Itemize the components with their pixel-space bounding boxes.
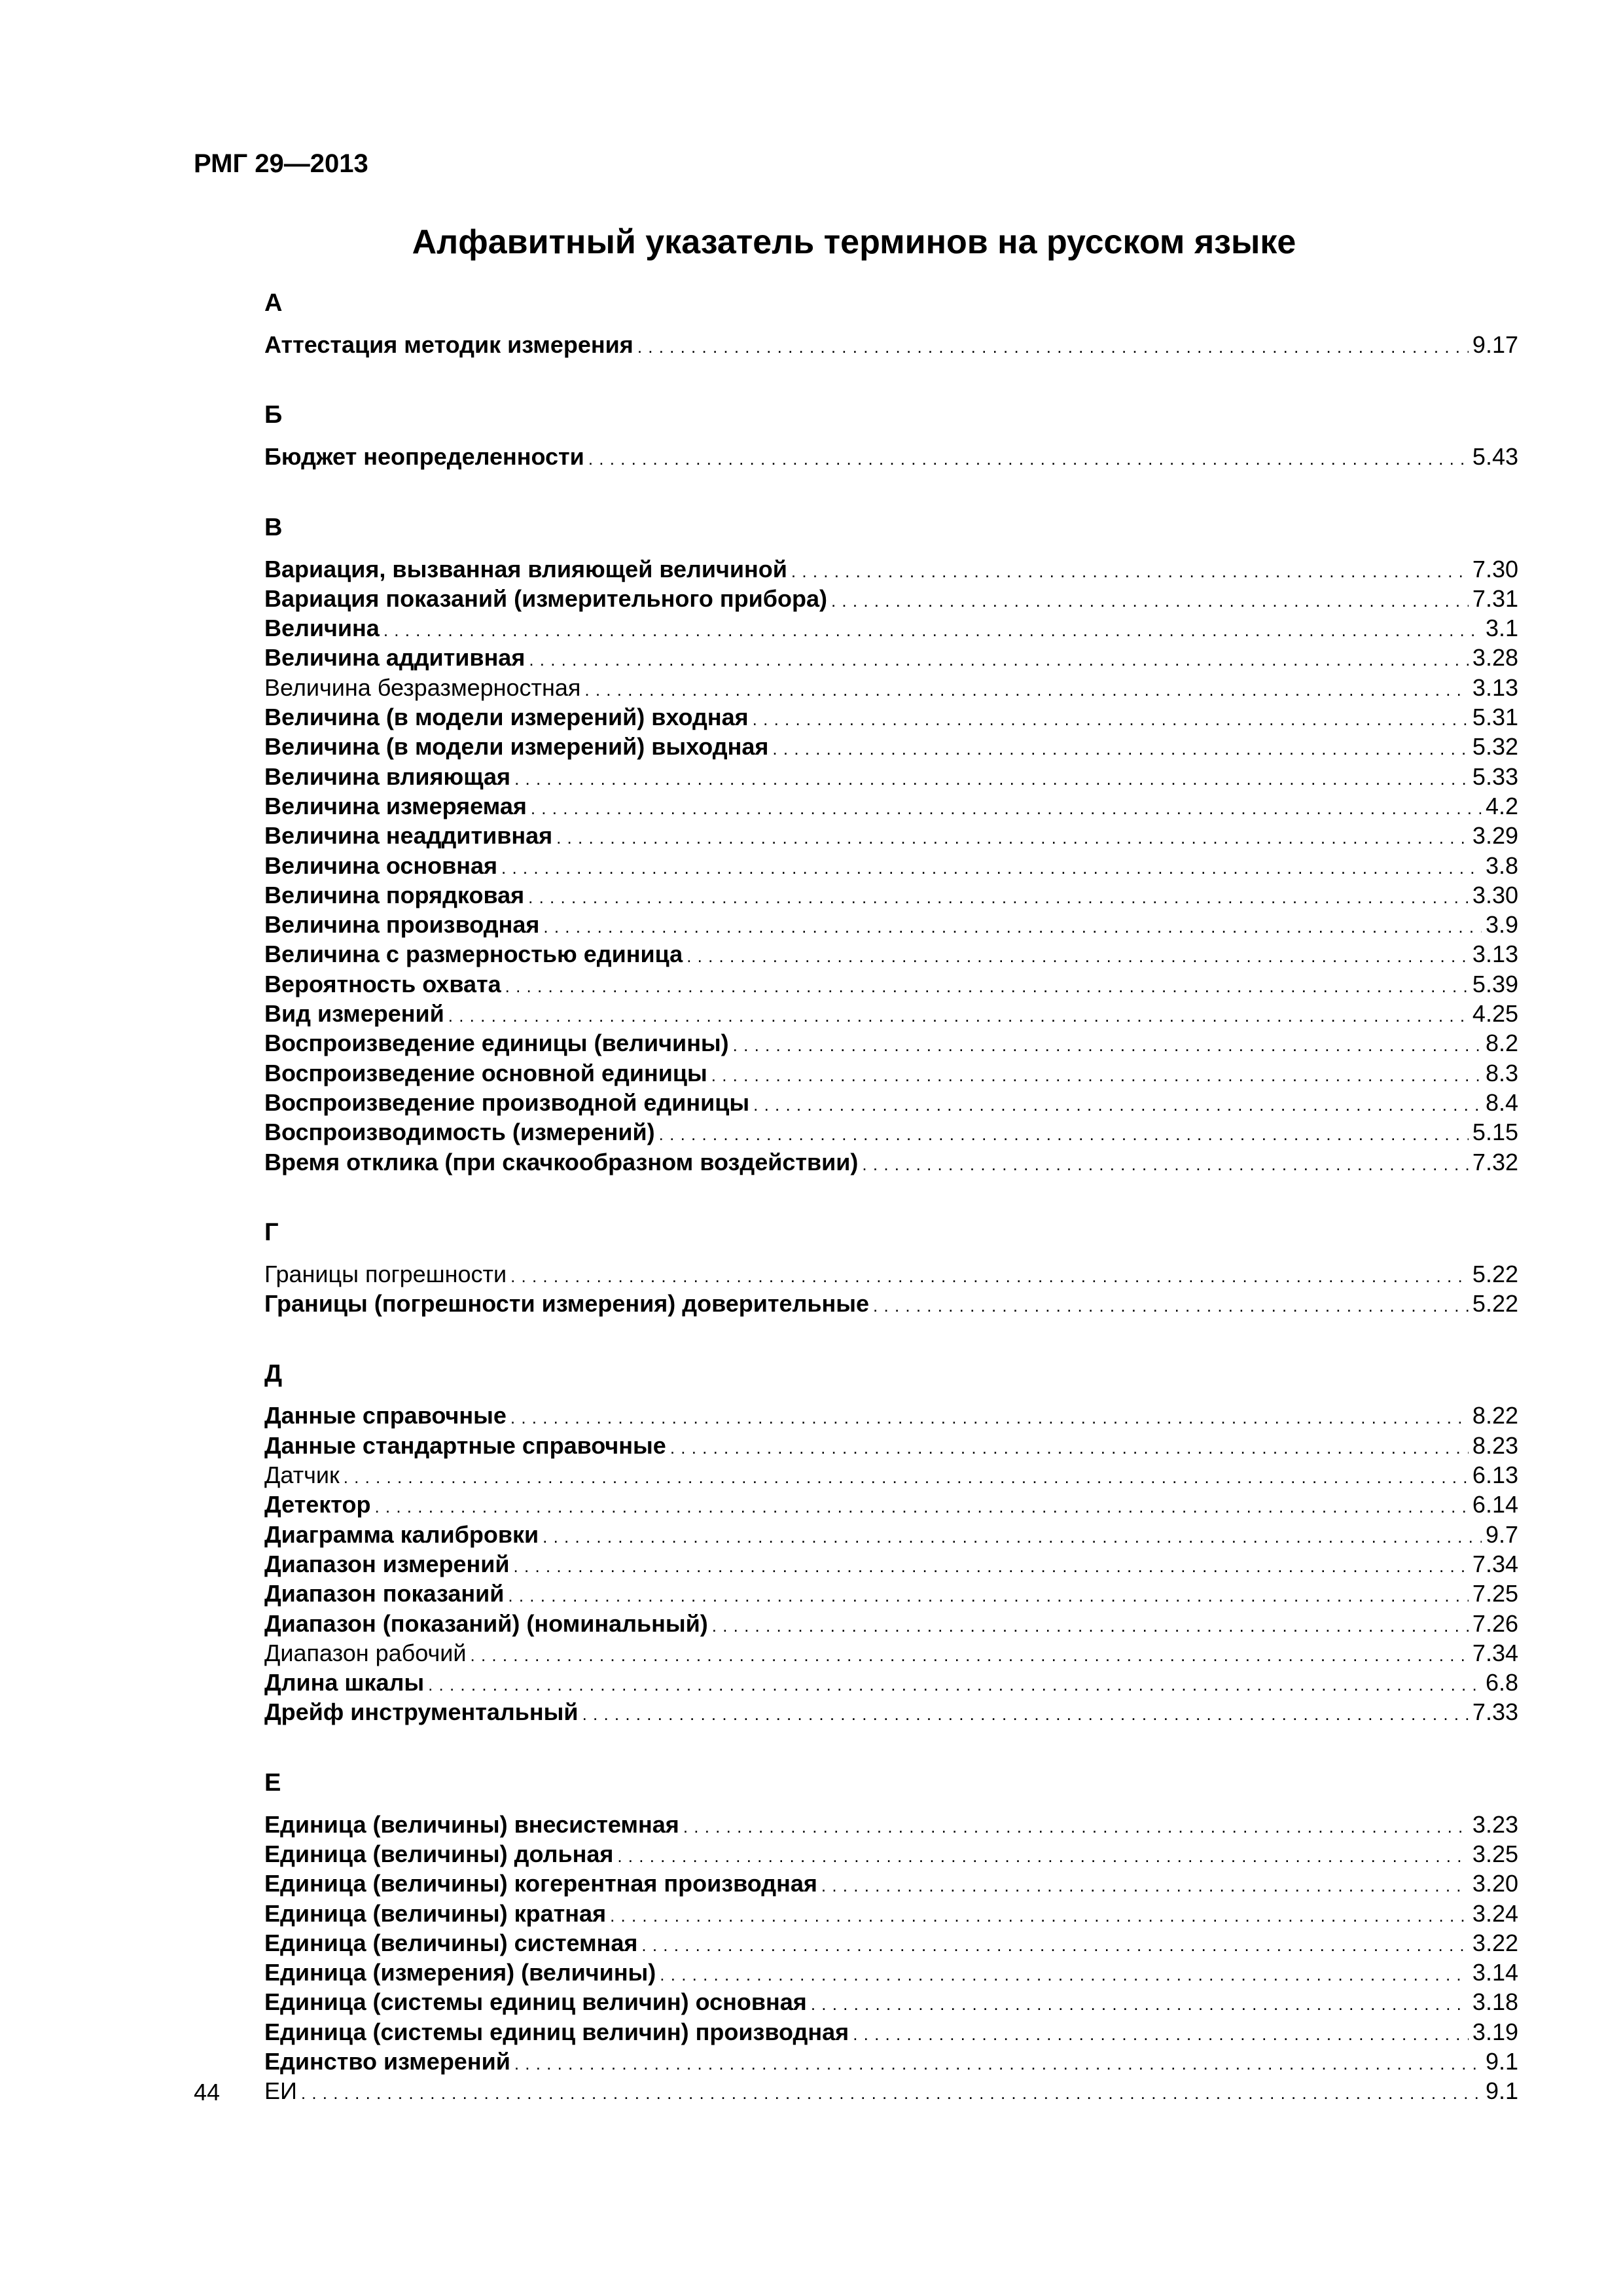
entry-reference: 6.13 bbox=[1472, 1462, 1518, 1489]
entry-term: Диаграмма калибровки bbox=[264, 1520, 539, 1548]
entry-reference: 4.25 bbox=[1472, 1000, 1518, 1028]
index-entry bbox=[264, 939, 1518, 969]
entry-term: Детектор bbox=[264, 1491, 371, 1518]
index-entry bbox=[264, 910, 1518, 939]
index-entry bbox=[264, 702, 1518, 732]
entry-reference: 3.22 bbox=[1472, 1929, 1518, 1956]
dot-leader bbox=[617, 1842, 1469, 1871]
dot-leader bbox=[383, 616, 1482, 645]
entry-term: Диапазон (показаний) (номинальный) bbox=[264, 1609, 708, 1637]
entry-term: Единица (измерения) (величины) bbox=[264, 1959, 656, 1986]
dot-leader bbox=[733, 1031, 1482, 1060]
entry-term: Диапазон показаний bbox=[264, 1580, 505, 1607]
index-entry bbox=[264, 1697, 1518, 1727]
dot-leader bbox=[584, 675, 1469, 705]
index-entry bbox=[264, 969, 1518, 999]
entry-reference: 5.32 bbox=[1472, 733, 1518, 761]
index-entry bbox=[264, 1869, 1518, 1898]
dot-leader bbox=[811, 1990, 1469, 2019]
entry-term: Единица (величины) системная bbox=[264, 1929, 638, 1956]
entry-reference: 7.31 bbox=[1472, 584, 1518, 612]
entry-term: Величина основная bbox=[264, 852, 497, 879]
entry-term: Границы (погрешности измерения) доверительные bbox=[264, 1290, 870, 1318]
dot-leader bbox=[821, 1871, 1469, 1901]
section-entries bbox=[264, 1810, 1518, 2106]
entry-term: Воспроизводимость (измерений) bbox=[264, 1119, 655, 1146]
index-entry bbox=[264, 1088, 1518, 1117]
entry-reference: 5.33 bbox=[1472, 762, 1518, 790]
entry-term: Величина bbox=[264, 615, 380, 642]
entry-term: Единица (величины) внесистемная bbox=[264, 1810, 679, 1838]
entry-term: Величина порядковая bbox=[264, 881, 525, 908]
page-title: Алфавитный указатель терминов на русском языке bbox=[412, 223, 1296, 261]
dot-leader bbox=[543, 912, 1482, 942]
page-number: 44 bbox=[194, 2079, 221, 2106]
entry-reference: 9.17 bbox=[1472, 331, 1518, 358]
entry-reference: 3.30 bbox=[1472, 881, 1518, 908]
entry-reference: 7.25 bbox=[1472, 1580, 1518, 1607]
dot-leader bbox=[659, 1120, 1469, 1149]
entry-term: Воспроизведение основной единицы bbox=[264, 1059, 707, 1086]
entry-reference: 3.23 bbox=[1472, 1810, 1518, 1838]
index-entry bbox=[264, 1401, 1518, 1430]
index-entry bbox=[264, 1460, 1518, 1490]
section-letter: А bbox=[264, 289, 283, 317]
index-entry bbox=[264, 1638, 1518, 1668]
entry-reference: 7.26 bbox=[1472, 1609, 1518, 1637]
entry-reference: 3.1 bbox=[1485, 615, 1518, 642]
entry-term: Единство измерений bbox=[264, 2048, 510, 2075]
entry-reference: 3.9 bbox=[1485, 911, 1518, 939]
term-index bbox=[264, 288, 1518, 2147]
entry-reference: 3.20 bbox=[1472, 1870, 1518, 1897]
section-entries bbox=[264, 1259, 1518, 1319]
entry-term: Вариация, вызванная влияющей величиной bbox=[264, 555, 787, 583]
dot-leader bbox=[508, 1581, 1469, 1611]
section-letter: Е bbox=[264, 1768, 281, 1797]
entry-reference: 5.39 bbox=[1472, 970, 1518, 997]
entry-reference: 3.13 bbox=[1472, 673, 1518, 701]
entry-term: Бюджет неопределенности bbox=[264, 443, 584, 471]
entry-reference: 3.24 bbox=[1472, 1899, 1518, 1927]
dot-leader bbox=[683, 1812, 1469, 1842]
index-entry bbox=[264, 1490, 1518, 1519]
dot-leader bbox=[853, 2020, 1469, 2049]
document-code: РМГ 29—2013 bbox=[194, 149, 368, 178]
index-entry bbox=[264, 1028, 1518, 1058]
index-entry bbox=[264, 584, 1518, 613]
index-entry bbox=[264, 1810, 1518, 1839]
dot-leader bbox=[711, 1061, 1482, 1090]
dot-leader bbox=[528, 883, 1469, 912]
index-entry bbox=[264, 791, 1518, 821]
dot-leader bbox=[556, 823, 1469, 853]
entry-reference: 6.14 bbox=[1472, 1491, 1518, 1518]
dot-leader bbox=[791, 557, 1469, 586]
index-entry bbox=[264, 999, 1518, 1028]
entry-reference: 3.19 bbox=[1472, 2018, 1518, 2045]
index-entry bbox=[264, 851, 1518, 880]
entry-term: Дрейф инструментальный bbox=[264, 1698, 579, 1726]
dot-leader bbox=[448, 1001, 1469, 1031]
section-entries bbox=[264, 554, 1518, 1177]
entry-term: Единица (величины) кратная bbox=[264, 1899, 607, 1927]
entry-term: Величина с размерностью единица bbox=[264, 941, 683, 968]
dot-leader bbox=[531, 794, 1482, 823]
entry-term: Данные справочные bbox=[264, 1402, 507, 1429]
entry-term: Границы погрешности bbox=[264, 1260, 507, 1287]
dot-leader bbox=[588, 444, 1469, 474]
dot-leader bbox=[428, 1670, 1482, 1700]
entry-reference: 5.22 bbox=[1472, 1290, 1518, 1318]
entry-reference: 7.34 bbox=[1472, 1550, 1518, 1577]
entry-term: Величина измеряемая bbox=[264, 792, 527, 819]
index-entry bbox=[264, 1259, 1518, 1289]
section-letter: В bbox=[264, 513, 283, 541]
index-entry bbox=[264, 1147, 1518, 1177]
dot-leader bbox=[712, 1611, 1469, 1641]
index-entry bbox=[264, 1609, 1518, 1638]
entry-term: Диапазон измерений bbox=[264, 1550, 510, 1577]
dot-leader bbox=[344, 1463, 1469, 1492]
entry-reference: 7.30 bbox=[1472, 555, 1518, 583]
index-entry bbox=[264, 880, 1518, 910]
entry-reference: 3.28 bbox=[1472, 644, 1518, 672]
section-entries bbox=[264, 442, 1518, 471]
dot-leader bbox=[301, 2079, 1482, 2108]
entry-term: Величина (в модели измерений) выходная bbox=[264, 733, 769, 761]
entry-term: Величина (в модели измерений) входная bbox=[264, 704, 749, 731]
section-entries bbox=[264, 1401, 1518, 1727]
entry-reference: 7.33 bbox=[1472, 1698, 1518, 1726]
dot-leader bbox=[772, 734, 1469, 764]
dot-leader bbox=[610, 1901, 1469, 1931]
dot-leader bbox=[670, 1433, 1469, 1463]
index-entry bbox=[264, 442, 1518, 471]
dot-leader bbox=[687, 942, 1469, 971]
entry-reference: 9.1 bbox=[1485, 2048, 1518, 2075]
index-entry bbox=[264, 1839, 1518, 1869]
index-entry bbox=[264, 1431, 1518, 1460]
dot-leader bbox=[501, 853, 1482, 883]
entry-term: Вариация показаний (измерительного прибора) bbox=[264, 584, 827, 612]
entry-reference: 9.7 bbox=[1485, 1520, 1518, 1548]
index-entry bbox=[264, 673, 1518, 702]
index-entry bbox=[264, 554, 1518, 584]
entry-reference: 8.4 bbox=[1485, 1088, 1518, 1116]
entry-reference: 5.43 bbox=[1472, 443, 1518, 471]
entry-reference: 3.14 bbox=[1472, 1959, 1518, 1986]
entry-reference: 8.22 bbox=[1472, 1402, 1518, 1429]
entry-term: Диапазон рабочий bbox=[264, 1639, 467, 1666]
index-entry bbox=[264, 1117, 1518, 1147]
entry-reference: 3.29 bbox=[1472, 822, 1518, 850]
dot-leader bbox=[641, 1931, 1469, 1960]
entry-term: Вид измерений bbox=[264, 1000, 444, 1028]
entry-term: Аттестация методик измерения bbox=[264, 331, 633, 358]
entry-reference: 3.8 bbox=[1485, 852, 1518, 879]
entry-term: Единица (системы единиц величин) основная bbox=[264, 1988, 807, 2016]
dot-leader bbox=[510, 1403, 1469, 1433]
dot-leader bbox=[471, 1641, 1469, 1670]
index-entry bbox=[264, 613, 1518, 643]
index-entry bbox=[264, 330, 1518, 359]
dot-leader bbox=[529, 645, 1469, 675]
dot-leader bbox=[505, 972, 1469, 1001]
section-letter: Д bbox=[264, 1360, 283, 1388]
entry-term: Вероятность охвата bbox=[264, 970, 501, 997]
entry-reference: 3.13 bbox=[1472, 941, 1518, 968]
entry-term: Воспроизведение единицы (величины) bbox=[264, 1030, 729, 1057]
index-entry bbox=[264, 1579, 1518, 1608]
entry-reference: 9.1 bbox=[1485, 2077, 1518, 2105]
index-entry bbox=[264, 821, 1518, 850]
dot-leader bbox=[637, 332, 1469, 362]
entry-reference: 8.23 bbox=[1472, 1431, 1518, 1459]
dot-leader bbox=[543, 1522, 1482, 1552]
entry-term: Время отклика (при скачкообразном воздействии) bbox=[264, 1148, 859, 1175]
index-entry bbox=[264, 2017, 1518, 2047]
entry-term: Единица (системы единиц величин) производная bbox=[264, 2018, 849, 2045]
entry-term: Воспроизведение производной единицы bbox=[264, 1088, 750, 1116]
index-entry bbox=[264, 1549, 1518, 1579]
dot-leader bbox=[753, 705, 1469, 734]
dot-leader bbox=[510, 1262, 1469, 1291]
index-entry bbox=[264, 732, 1518, 761]
entry-term: Величина неаддитивная bbox=[264, 822, 553, 850]
entry-reference: 7.34 bbox=[1472, 1639, 1518, 1666]
section-letter: Б bbox=[264, 401, 283, 429]
entry-reference: 5.31 bbox=[1472, 704, 1518, 731]
entry-term: ЕИ bbox=[264, 2077, 297, 2105]
dot-leader bbox=[660, 1960, 1469, 1990]
dot-leader bbox=[514, 2049, 1482, 2079]
section-entries bbox=[264, 330, 1518, 359]
dot-leader bbox=[514, 764, 1469, 794]
dot-leader bbox=[873, 1291, 1469, 1321]
index-entry bbox=[264, 1958, 1518, 1987]
entry-term: Длина шкалы bbox=[264, 1669, 425, 1696]
entry-reference: 8.3 bbox=[1485, 1059, 1518, 1086]
entry-reference: 3.18 bbox=[1472, 1988, 1518, 2016]
index-entry bbox=[264, 1928, 1518, 1958]
entry-reference: 5.15 bbox=[1472, 1119, 1518, 1146]
index-entry bbox=[264, 1289, 1518, 1318]
entry-term: Величина влияющая bbox=[264, 762, 511, 790]
entry-term: Единица (величины) дольная bbox=[264, 1840, 614, 1867]
dot-leader bbox=[831, 586, 1469, 616]
index-entry bbox=[264, 1520, 1518, 1549]
entry-term: Единица (величины) когерентная производная bbox=[264, 1870, 817, 1897]
entry-reference: 6.8 bbox=[1485, 1669, 1518, 1696]
entry-reference: 7.32 bbox=[1472, 1148, 1518, 1175]
entry-term: Датчик bbox=[264, 1462, 340, 1489]
index-entry bbox=[264, 762, 1518, 791]
entry-reference: 8.2 bbox=[1485, 1030, 1518, 1057]
entry-reference: 5.22 bbox=[1472, 1260, 1518, 1287]
entry-term: Величина производная bbox=[264, 911, 540, 939]
entry-reference: 3.25 bbox=[1472, 1840, 1518, 1867]
entry-term: Величина аддитивная bbox=[264, 644, 526, 672]
entry-term: Данные стандартные справочные bbox=[264, 1431, 666, 1459]
index-entry bbox=[264, 1058, 1518, 1088]
index-entry bbox=[264, 1987, 1518, 2017]
index-entry bbox=[264, 2076, 1518, 2106]
index-entry bbox=[264, 1668, 1518, 1697]
index-entry bbox=[264, 1899, 1518, 1928]
dot-leader bbox=[753, 1090, 1482, 1120]
dot-leader bbox=[862, 1150, 1469, 1179]
dot-leader bbox=[374, 1492, 1468, 1522]
section-letter: Г bbox=[264, 1218, 279, 1246]
entry-term: Величина безразмерностная bbox=[264, 673, 581, 701]
dot-leader bbox=[514, 1552, 1469, 1581]
dot-leader bbox=[582, 1700, 1469, 1729]
index-entry bbox=[264, 2047, 1518, 2076]
entry-reference: 4.2 bbox=[1485, 792, 1518, 819]
index-entry bbox=[264, 643, 1518, 672]
